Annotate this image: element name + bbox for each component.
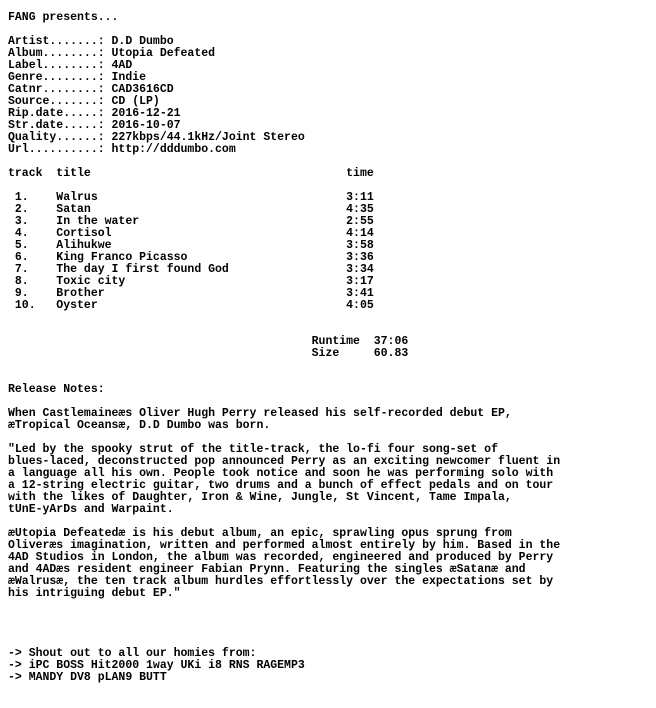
track-row: 1. Walrus 3:11 <box>8 191 374 204</box>
notes-line: blues-laced, deconstructed pop announced Perry as an exciting newcomer fluent in <box>8 455 561 468</box>
notes-line: æUtopia Defeatedæ is his debut album, an epic, sprawling opus sprung from <box>8 527 512 540</box>
shout-line: -> MANDY DV8 pLAN9 BUTT <box>8 671 167 684</box>
info-quality: Quality......: 227kbps/44.1kHz/Joint Stereo <box>8 131 305 144</box>
track-row: 6. King Franco Picasso 3:36 <box>8 251 374 264</box>
notes-line: tUnE-yArDs and Warpaint. <box>8 503 174 516</box>
info-source: Source.......: CD (LP) <box>8 95 160 108</box>
runtime-line: Runtime 37:06 <box>8 335 409 348</box>
track-row: 4. Cortisol 4:14 <box>8 227 374 240</box>
notes-line: his intriguing debut EP." <box>8 587 181 600</box>
notes-line: and 4ADæs resident engineer Fabian Prynn. Featuring the singles æSatanæ and <box>8 563 526 576</box>
info-url: Url..........: http://dddumbo.com <box>8 143 236 156</box>
shout-line: -> iPC BOSS Hit2000 1way UKi i8 RNS RAGEMP3 <box>8 659 305 672</box>
notes-line: æWalrusæ, the ten track album hurdles effortlessly over the expectations set by <box>8 575 554 588</box>
release-notes-header: Release Notes: <box>8 383 105 396</box>
track-row: 2. Satan 4:35 <box>8 203 374 216</box>
notes-line: with the likes of Daughter, Iron & Wine, Jungle, St Vincent, Tame Impala, <box>8 491 512 504</box>
notes-line: æTropical Oceansæ, D.D Dumbo was born. <box>8 419 271 432</box>
track-row: 10. Oyster 4:05 <box>8 299 374 312</box>
notes-line: 4AD Studios in London, the album was recorded, engineered and produced by Perry <box>8 551 554 564</box>
notes-line: a 12-string electric guitar, two drums and a bunch of effect pedals and on tour <box>8 479 554 492</box>
info-catnr: Catnr........: CAD3616CD <box>8 83 174 96</box>
track-row: 5. Alihukwe 3:58 <box>8 239 374 252</box>
info-album: Album........: Utopia Defeated <box>8 47 216 60</box>
info-label: Label........: 4AD <box>8 59 133 72</box>
tracklist-header: track title time <box>8 167 374 180</box>
notes-line: When Castlemaineæs Oliver Hugh Perry released his self-recorded debut EP, <box>8 407 512 420</box>
size-line: Size 60.83 <box>8 347 409 360</box>
notes-line: a language all his own. People took notice and soon he was performing solo with <box>8 467 554 480</box>
info-genre: Genre........: Indie <box>8 71 147 84</box>
info-rip-date: Rip.date.....: 2016-12-21 <box>8 107 181 120</box>
info-str-date: Str.date.....: 2016-10-07 <box>8 119 181 132</box>
notes-line: "Led by the spooky strut of the title-track, the lo-fi four song-set of <box>8 443 498 456</box>
intro-line: FANG presents... <box>8 11 119 24</box>
track-row: 7. The day I first found God 3:34 <box>8 263 374 276</box>
notes-line: Oliveræs imagination, written and performed almost entirely by him. Based in the <box>8 539 561 552</box>
info-artist: Artist.......: D.D Dumbo <box>8 35 174 48</box>
shout-line: -> Shout out to all our homies from: <box>8 647 257 660</box>
track-row: 9. Brother 3:41 <box>8 287 374 300</box>
track-row: 8. Toxic city 3:17 <box>8 275 374 288</box>
track-row: 3. In the water 2:55 <box>8 215 374 228</box>
